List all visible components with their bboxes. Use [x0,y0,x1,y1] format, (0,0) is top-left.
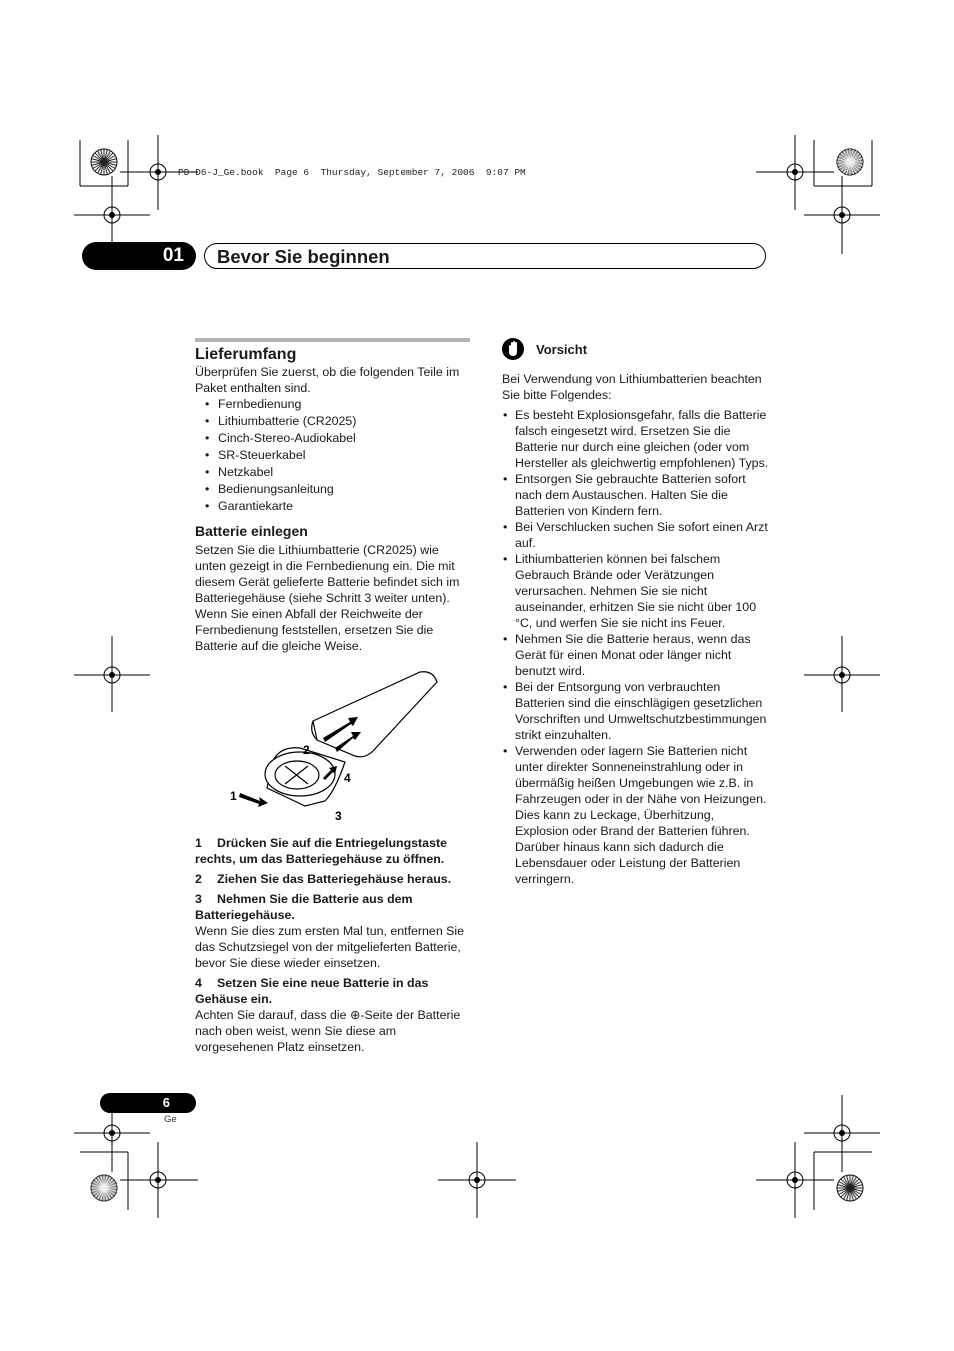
registration-ray [850,1188,853,1201]
registration-ray [104,1182,115,1189]
registration-ray [844,151,851,162]
registration-ray [101,149,104,162]
print-slug: PD-D6-J_Ge.book Page 6 Thursday, September 7, 2006 9:07 PM [178,167,526,178]
registration-ray [847,1175,850,1188]
step-1 [195,835,470,867]
registration-ray [837,162,850,165]
registration-ray [104,1177,111,1188]
registration-ray [91,1185,104,1188]
registration-ray [93,1182,104,1189]
registration-ray [104,1179,113,1188]
step-text: Ziehen Sie das Batteriegehäuse heraus. [217,872,452,886]
registration-ray [850,162,859,171]
registration-ray [104,162,115,169]
registration-ray [850,1188,859,1197]
registration-ray [98,1188,105,1199]
registration-ray [91,159,104,162]
registration-ray [850,162,861,169]
step-text: Setzen Sie eine neue Batterie in das Gehäuse ein. [195,976,429,1006]
registration-ray [847,149,850,162]
page-language-code: Ge [164,1114,177,1125]
registration-ray [850,159,863,162]
registration-ray [95,1179,104,1188]
registration-ray [104,1175,107,1188]
registration-ray [93,162,104,169]
registration-ray [104,151,111,162]
lieferumfang-intro: Überprüfen Sie zuerst, ob die folgenden Teile im Paket enthalten sind. [195,365,460,395]
registration-ray [850,1188,861,1195]
registration-ray [104,149,107,162]
step-number: 2 [195,872,202,886]
registration-ray [850,1182,861,1189]
right-column [502,338,770,887]
list-item: • Garantiekarte [195,498,470,515]
registration-target [837,149,863,175]
list-item: • Nehmen Sie die Batterie heraus, wenn das Gerät für einen Monat oder länger nicht benutzt wird. [502,631,770,679]
registration-ray [841,162,850,171]
registration-ray [104,1188,115,1195]
registration-target [91,1175,117,1201]
registration-ray [98,151,105,162]
registration-ray [91,1188,104,1191]
registration-ray [850,162,857,173]
step-text: Drücken Sie auf die Entriegelungstaste rechts, um das Batteriegehäuse zu öffnen. [195,836,447,866]
registration-target [837,1175,863,1201]
registration-ray [839,1188,850,1195]
registration-ray [847,162,850,175]
registration-ray [95,153,104,162]
registration-ray [101,1175,104,1188]
step-number: 1 [195,836,202,850]
lieferumfang-heading: Lieferumfang [195,346,297,363]
registration-ray [93,156,104,163]
figure-label-4: 4 [344,771,351,785]
step-2 [195,871,470,887]
list-item: • Bei Verschlucken suchen Sie sofort einen Arzt auf. [502,519,770,551]
registration-ray [98,162,105,173]
figure-label-2: 2 [303,743,310,757]
registration-ray [101,162,104,175]
registration-ray [850,1188,857,1199]
registration-ray [850,162,853,175]
step-number: 4 [195,976,202,990]
registration-ray [104,1185,117,1188]
registration-ray [104,162,107,175]
registration-ray [837,1188,850,1191]
registration-ray [93,1188,104,1195]
registration-ray [850,162,863,165]
registration-ray [91,162,104,165]
registration-ray [104,1188,107,1201]
registration-ray [104,156,115,163]
registration-ray [101,1188,104,1201]
registration-ray [844,1188,851,1199]
registration-ray [104,162,111,173]
step-4-note: Achten Sie darauf, dass die ⊕-Seite der Batterie nach oben weist, wenn Sie diese am vorgesehenen Platz einsetzen. [195,1008,461,1054]
list-item: • Fernbedienung [195,396,470,413]
batterie-heading: Batterie einlegen [195,523,308,539]
batterie-text: Setzen Sie die Lithiumbatterie (CR2025) wie unten gezeigt in die Fernbedienung ein. Die mit diesem Gerät gelieferte Batterie befindet sich im Batteriegehäuse (siehe Schritt 3 weiter unten). Wenn Sie einen Abfall der Reichweite der Fernbedienung feststellen, ersetzen Sie die Batterie auf die gleiche Weise. [195,543,460,653]
registration-ray [850,149,853,162]
caution-header [502,338,770,360]
section-rule [195,338,470,342]
registration-ray [839,1182,850,1189]
battery-insertion-illustration [195,666,470,826]
registration-ray [844,162,851,173]
package-contents-list [195,396,470,515]
list-item: • Bedienungsanleitung [195,481,470,498]
left-column [195,338,470,1055]
list-item: • Lithiumbatterie (CR2025) [195,413,470,430]
registration-ray [104,162,117,165]
registration-ray [104,1188,113,1197]
figure-label-1: 1 [230,789,237,803]
registration-ray [847,1188,850,1201]
registration-ray [95,162,104,171]
registration-ray [104,1188,117,1191]
step-text: Nehmen Sie die Batterie aus dem Batteriegehäuse. [195,892,413,922]
list-item: • Verwenden oder lagern Sie Batterien nicht unter direkter Sonneneinstrahlung oder in übermäßig heißen Umgebungen wie z.B. in Fahrzeugen oder in der Nähe von Heizungen. Dies kann zu Leckage, Überhitzung, Explosion oder Brand der Batterien führen. Darüber hinaus kann sich dadurch die Lebensdauer oder Leistung der Batterien verringern. [502,743,770,887]
chapter-number-badge: 01 [82,242,196,270]
hand-stop-icon [502,338,524,360]
registration-ray [839,162,850,169]
list-item: • SR-Steuerkabel [195,447,470,464]
registration-ray [837,1185,850,1188]
list-item: • Lithiumbatterien können bei falschem Gebrauch Brände oder Verätzungen verursachen. Nehmen Sie sie nicht auseinander, erhitzen Sie sie nicht über 100 °C, und werfen Sie sie nicht ins Feuer. [502,551,770,631]
registration-ray [850,1175,853,1188]
registration-ray [850,1177,857,1188]
registration-ray [850,156,861,163]
chapter-title: Bevor Sie beginnen [204,243,766,269]
registration-ray [850,1185,863,1188]
caution-intro: Bei Verwendung von Lithiumbatterien beachten Sie bitte Folgendes: [502,372,762,402]
list-item: • Es besteht Explosionsgefahr, falls die Batterie falsch eingesetzt wird. Ersetzen Sie die Batterie nur durch eine gleichen (oder vom Hersteller als gleichwertig empfohlenen) Typs. [502,407,770,471]
registration-ray [839,156,850,163]
list-item: • Netzkabel [195,464,470,481]
registration-ray [95,1188,104,1197]
step-3 [195,891,470,923]
registration-ray [98,1177,105,1188]
caution-label: Vorsicht [536,341,588,357]
registration-ray [837,159,850,162]
caution-list [502,407,770,887]
registration-ray [841,1179,850,1188]
registration-ray [104,162,113,171]
list-item: • Bei der Entsorgung von verbrauchten Batterien sind die einschlägigen gesetzlichen Vorschriften und Umweltschutzbestimmungen strikt einzuhalten. [502,679,770,743]
step-4 [195,975,470,1007]
registration-ray [850,151,857,162]
list-item: • Entsorgen Sie gebrauchte Batterien sofort nach dem Austauschen. Halten Sie die Batterien von Kindern fern. [502,471,770,519]
figure-label-3: 3 [335,809,342,823]
page-number-badge: 6 [100,1093,196,1113]
registration-target [91,149,117,175]
registration-ray [850,1188,863,1191]
step-3-note: Wenn Sie dies zum ersten Mal tun, entfernen Sie das Schutzsiegel von der mitgelieferten Batterie, bevor Sie diese wieder einsetzen. [195,924,465,970]
registration-ray [841,1188,850,1197]
step-number: 3 [195,892,202,906]
registration-ray [844,1177,851,1188]
registration-ray [104,159,117,162]
list-item: • Cinch-Stereo-Audiokabel [195,430,470,447]
registration-ray [850,1179,859,1188]
registration-ray [104,1188,111,1199]
registration-ray [104,153,113,162]
registration-ray [841,153,850,162]
registration-ray [850,153,859,162]
